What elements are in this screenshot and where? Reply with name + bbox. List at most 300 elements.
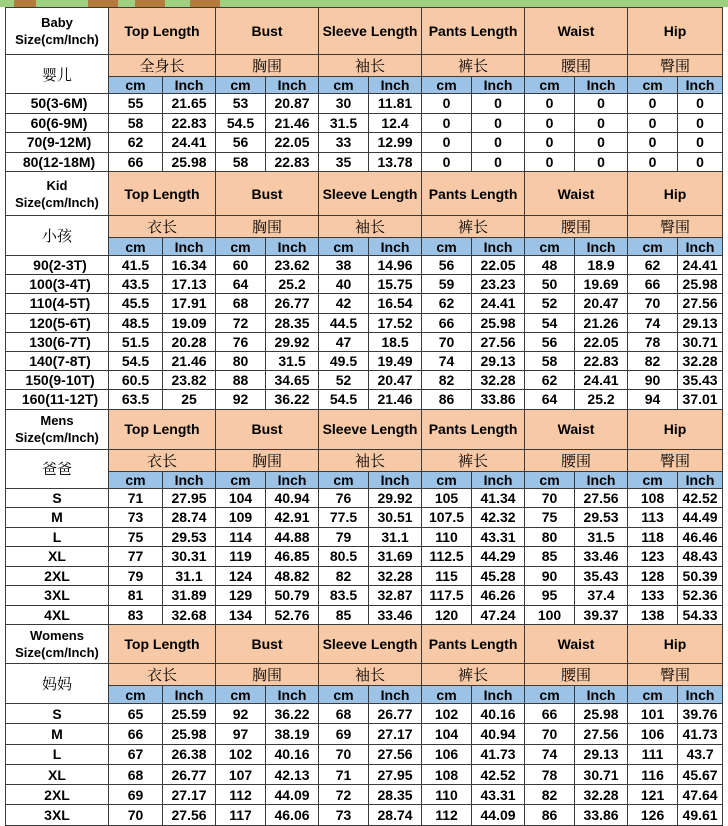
size-label: 80(12-18M) [6, 152, 109, 172]
measurement-cell: 38 [319, 256, 369, 275]
measurement-cell: 0 [628, 113, 678, 133]
table-row [6, 351, 723, 370]
measurement-cell: 20.28 [163, 332, 216, 351]
measurement-cell: 0 [575, 94, 628, 114]
unit-label: Inch [266, 238, 319, 256]
measurement-cell: 80.5 [319, 547, 369, 567]
measurement-cell: 33 [319, 133, 369, 153]
unit-label: cm [319, 471, 369, 488]
column-chinese-header: 袖长 [319, 664, 422, 686]
measurement-cell: 0 [575, 152, 628, 172]
section-title-line: Size(cm/Inch) [15, 430, 99, 445]
column-chinese-header: 胸围 [216, 55, 319, 77]
unit-label: Inch [369, 238, 422, 256]
measurement-cell: 40.16 [472, 704, 525, 724]
measurement-cell: 104 [216, 488, 266, 508]
column-chinese-header: 衣长 [109, 664, 216, 686]
column-chinese-header: 胸围 [216, 216, 319, 238]
measurement-cell: 72 [319, 785, 369, 805]
column-chinese-header: 袖长 [319, 449, 422, 471]
measurement-cell: 22.83 [163, 113, 216, 133]
measurement-cell: 33.86 [472, 390, 525, 409]
measurement-cell: 28.35 [369, 785, 422, 805]
measurement-cell: 43.31 [472, 527, 525, 547]
measurement-cell: 75 [109, 527, 163, 547]
measurement-cell: 20.47 [369, 371, 422, 390]
measurement-cell: 118 [628, 527, 678, 547]
section-chinese-label: 爸爸 [6, 449, 109, 488]
measurement-cell: 108 [628, 488, 678, 508]
table-row [6, 785, 723, 805]
column-chinese-header: 臀围 [628, 55, 723, 77]
measurement-cell: 35.43 [575, 566, 628, 586]
table-row [6, 566, 723, 586]
measurement-cell: 94 [628, 390, 678, 409]
measurement-cell: 68 [319, 704, 369, 724]
section-title-line: Size(cm/Inch) [15, 32, 99, 47]
measurement-cell: 58 [216, 152, 266, 172]
unit-label: cm [216, 686, 266, 704]
column-chinese-header: 胸围 [216, 449, 319, 471]
column-header: Waist [525, 409, 628, 449]
measurement-cell: 22.83 [266, 152, 319, 172]
chinese-label-row [6, 55, 723, 77]
measurement-cell: 76 [319, 488, 369, 508]
table-row [6, 508, 723, 528]
unit-label: Inch [575, 238, 628, 256]
measurement-cell: 73 [319, 805, 369, 825]
measurement-cell: 14.96 [369, 256, 422, 275]
measurement-cell: 70 [422, 332, 472, 351]
measurement-cell: 42.91 [266, 508, 319, 528]
unit-label: cm [109, 77, 163, 94]
column-header: Waist [525, 625, 628, 664]
measurement-cell: 0 [678, 113, 723, 133]
measurement-cell: 54.5 [319, 390, 369, 409]
measurement-cell: 26.77 [163, 764, 216, 784]
measurement-cell: 12.99 [369, 133, 422, 153]
measurement-cell: 60 [216, 256, 266, 275]
measurement-cell: 83 [109, 605, 163, 625]
section-title-line: Baby [41, 15, 73, 30]
measurement-cell: 25.2 [575, 390, 628, 409]
top-image-strip [0, 0, 728, 7]
measurement-cell: 107 [216, 764, 266, 784]
measurement-cell: 54.5 [109, 351, 163, 370]
measurement-cell: 30.71 [575, 764, 628, 784]
measurement-cell: 112 [216, 785, 266, 805]
measurement-cell: 85 [319, 605, 369, 625]
table-row [6, 256, 723, 275]
measurement-cell: 66 [109, 724, 163, 744]
measurement-cell: 16.54 [369, 294, 422, 313]
measurement-cell: 120 [422, 605, 472, 625]
table-row [6, 294, 723, 313]
measurement-cell: 27.95 [163, 488, 216, 508]
measurement-cell: 21.46 [369, 390, 422, 409]
measurement-cell: 0 [422, 113, 472, 133]
measurement-cell: 86 [525, 805, 575, 825]
measurement-cell: 31.5 [319, 113, 369, 133]
unit-label: cm [628, 77, 678, 94]
measurement-cell: 105 [422, 488, 472, 508]
measurement-cell: 69 [109, 785, 163, 805]
measurement-cell: 22.05 [266, 133, 319, 153]
measurement-cell: 82 [319, 566, 369, 586]
unit-label: Inch [678, 686, 723, 704]
measurement-cell: 64 [525, 390, 575, 409]
column-chinese-header: 臀围 [628, 664, 723, 686]
measurement-cell: 22.83 [575, 351, 628, 370]
unit-label: cm [628, 686, 678, 704]
table-row [6, 586, 723, 606]
measurement-cell: 12.4 [369, 113, 422, 133]
table-row [6, 275, 723, 294]
unit-label: Inch [472, 471, 525, 488]
measurement-cell: 54.33 [678, 605, 723, 625]
unit-label: cm [422, 471, 472, 488]
measurement-cell: 27.56 [472, 332, 525, 351]
measurement-cell: 25.59 [163, 704, 216, 724]
section-title-line: Mens [40, 413, 74, 428]
measurement-cell: 78 [525, 764, 575, 784]
chinese-label-row [6, 216, 723, 238]
size-label: 110(4-5T) [6, 294, 109, 313]
measurement-cell: 54 [525, 313, 575, 332]
column-chinese-header: 裤长 [422, 449, 525, 471]
table-row [6, 152, 723, 172]
unit-label: cm [628, 471, 678, 488]
measurement-cell: 62 [422, 294, 472, 313]
measurement-cell: 69 [319, 724, 369, 744]
measurement-cell: 46.26 [472, 586, 525, 606]
measurement-cell: 0 [628, 94, 678, 114]
measurement-cell: 64 [216, 275, 266, 294]
column-chinese-header: 全身长 [109, 55, 216, 77]
measurement-cell: 63.5 [109, 390, 163, 409]
measurement-cell: 77 [109, 547, 163, 567]
unit-label: Inch [575, 471, 628, 488]
unit-label: Inch [575, 77, 628, 94]
measurement-cell: 72 [216, 313, 266, 332]
section-title-line: Size(cm/Inch) [15, 194, 99, 210]
unit-label: cm [422, 686, 472, 704]
top-strip-chip [88, 0, 118, 7]
size-label: 3XL [6, 586, 109, 606]
measurement-cell: 49.61 [678, 805, 723, 825]
table-row [6, 764, 723, 784]
measurement-cell: 29.53 [163, 527, 216, 547]
measurement-cell: 46.06 [266, 805, 319, 825]
measurement-cell: 52.76 [266, 605, 319, 625]
measurement-cell: 34.65 [266, 371, 319, 390]
measurement-cell: 32.87 [369, 586, 422, 606]
measurement-cell: 36.22 [266, 390, 319, 409]
measurement-cell: 47 [319, 332, 369, 351]
measurement-cell: 31.5 [575, 527, 628, 547]
table-row [6, 704, 723, 724]
measurement-cell: 42.13 [266, 764, 319, 784]
measurement-cell: 27.95 [369, 764, 422, 784]
column-header: Sleeve Length [319, 172, 422, 216]
measurement-cell: 29.13 [575, 744, 628, 764]
size-label: 4XL [6, 605, 109, 625]
measurement-cell: 126 [628, 805, 678, 825]
measurement-cell: 27.56 [678, 294, 723, 313]
size-label: 60(6-9M) [6, 113, 109, 133]
measurement-cell: 39.76 [678, 704, 723, 724]
measurement-cell: 26.38 [163, 744, 216, 764]
measurement-cell: 44.29 [472, 547, 525, 567]
measurement-cell: 30.51 [369, 508, 422, 528]
section-title [6, 172, 109, 216]
measurement-cell: 52 [525, 294, 575, 313]
measurement-cell: 100 [525, 605, 575, 625]
section-header-row [6, 625, 723, 664]
measurement-cell: 13.78 [369, 152, 422, 172]
measurement-cell: 27.17 [163, 785, 216, 805]
measurement-cell: 77.5 [319, 508, 369, 528]
measurement-cell: 48.5 [109, 313, 163, 332]
size-label: L [6, 527, 109, 547]
measurement-cell: 45.67 [678, 764, 723, 784]
table-row [6, 744, 723, 764]
size-label: 100(3-4T) [6, 275, 109, 294]
measurement-cell: 41.73 [472, 744, 525, 764]
measurement-cell: 102 [422, 704, 472, 724]
unit-label: cm [525, 686, 575, 704]
measurement-cell: 17.91 [163, 294, 216, 313]
measurement-cell: 128 [628, 566, 678, 586]
measurement-cell: 41.34 [472, 488, 525, 508]
measurement-cell: 70 [319, 744, 369, 764]
column-chinese-header: 腰围 [525, 55, 628, 77]
measurement-cell: 19.69 [575, 275, 628, 294]
measurement-cell: 59 [422, 275, 472, 294]
column-chinese-header: 裤长 [422, 664, 525, 686]
measurement-cell: 42.32 [472, 508, 525, 528]
table-row [6, 113, 723, 133]
measurement-cell: 86 [422, 390, 472, 409]
column-chinese-header: 臀围 [628, 449, 723, 471]
measurement-cell: 28.35 [266, 313, 319, 332]
column-chinese-header: 腰围 [525, 216, 628, 238]
measurement-cell: 21.46 [163, 351, 216, 370]
measurement-cell: 117.5 [422, 586, 472, 606]
top-strip-chip [190, 0, 220, 7]
size-label: 140(7-8T) [6, 351, 109, 370]
measurement-cell: 45.28 [472, 566, 525, 586]
measurement-cell: 112.5 [422, 547, 472, 567]
measurement-cell: 40 [319, 275, 369, 294]
measurement-cell: 0 [525, 113, 575, 133]
unit-row [6, 471, 723, 488]
measurement-cell: 41.5 [109, 256, 163, 275]
section-chinese-label: 妈妈 [6, 664, 109, 704]
measurement-cell: 41.73 [678, 724, 723, 744]
unit-label: cm [525, 238, 575, 256]
column-header: Top Length [109, 8, 216, 55]
column-header: Bust [216, 8, 319, 55]
measurement-cell: 60.5 [109, 371, 163, 390]
measurement-cell: 55 [109, 94, 163, 114]
unit-label: cm [525, 471, 575, 488]
table-row [6, 724, 723, 744]
measurement-cell: 0 [422, 152, 472, 172]
unit-row [6, 77, 723, 94]
measurement-cell: 27.56 [575, 724, 628, 744]
measurement-cell: 123 [628, 547, 678, 567]
measurement-cell: 31.1 [369, 527, 422, 547]
unit-label: cm [525, 77, 575, 94]
measurement-cell: 108 [422, 764, 472, 784]
measurement-cell: 29.13 [472, 351, 525, 370]
measurement-cell: 70 [109, 805, 163, 825]
unit-label: cm [319, 77, 369, 94]
measurement-cell: 67 [109, 744, 163, 764]
measurement-cell: 47.24 [472, 605, 525, 625]
measurement-cell: 101 [628, 704, 678, 724]
column-chinese-header: 袖长 [319, 216, 422, 238]
measurement-cell: 43.31 [472, 785, 525, 805]
column-header: Bust [216, 409, 319, 449]
section-title-line: Womens [30, 628, 84, 643]
measurement-cell: 70 [525, 724, 575, 744]
section-chinese-label: 婴儿 [6, 55, 109, 94]
measurement-cell: 46.46 [678, 527, 723, 547]
measurement-cell: 70 [525, 488, 575, 508]
measurement-cell: 71 [319, 764, 369, 784]
measurement-cell: 0 [525, 133, 575, 153]
unit-label: Inch [472, 686, 525, 704]
measurement-cell: 17.13 [163, 275, 216, 294]
measurement-cell: 82 [525, 785, 575, 805]
measurement-cell: 0 [472, 94, 525, 114]
column-chinese-header: 胸围 [216, 664, 319, 686]
table-row [6, 133, 723, 153]
section-header-row [6, 172, 723, 216]
measurement-cell: 49.5 [319, 351, 369, 370]
unit-label: cm [422, 77, 472, 94]
measurement-cell: 39.37 [575, 605, 628, 625]
measurement-cell: 33.46 [369, 605, 422, 625]
unit-label: Inch [163, 686, 216, 704]
unit-label: Inch [472, 77, 525, 94]
size-label: S [6, 704, 109, 724]
measurement-cell: 97 [216, 724, 266, 744]
size-label: M [6, 508, 109, 528]
measurement-cell: 66 [628, 275, 678, 294]
measurement-cell: 66 [422, 313, 472, 332]
measurement-cell: 44.5 [319, 313, 369, 332]
measurement-cell: 32.28 [678, 351, 723, 370]
measurement-cell: 15.75 [369, 275, 422, 294]
measurement-cell: 24.41 [575, 371, 628, 390]
measurement-cell: 31.69 [369, 547, 422, 567]
measurement-cell: 42.52 [472, 764, 525, 784]
measurement-cell: 43.7 [678, 744, 723, 764]
measurement-cell: 0 [422, 133, 472, 153]
measurement-cell: 76 [216, 332, 266, 351]
measurement-cell: 92 [216, 704, 266, 724]
measurement-cell: 20.47 [575, 294, 628, 313]
size-label: 3XL [6, 805, 109, 825]
measurement-cell: 53 [216, 94, 266, 114]
size-label: L [6, 744, 109, 764]
column-chinese-header: 臀围 [628, 216, 723, 238]
measurement-cell: 37.4 [575, 586, 628, 606]
measurement-cell: 133 [628, 586, 678, 606]
section-header-row [6, 409, 723, 449]
measurement-cell: 24.41 [163, 133, 216, 153]
measurement-cell: 11.81 [369, 94, 422, 114]
size-chart-table [5, 7, 723, 826]
unit-label: cm [628, 238, 678, 256]
measurement-cell: 80 [525, 527, 575, 547]
size-label: 130(6-7T) [6, 332, 109, 351]
measurement-cell: 44.88 [266, 527, 319, 547]
column-header: Hip [628, 409, 723, 449]
column-header: Bust [216, 172, 319, 216]
measurement-cell: 46.85 [266, 547, 319, 567]
measurement-cell: 92 [216, 390, 266, 409]
unit-label: cm [216, 238, 266, 256]
measurement-cell: 35.43 [678, 371, 723, 390]
measurement-cell: 28.74 [369, 805, 422, 825]
unit-label: cm [216, 471, 266, 488]
measurement-cell: 124 [216, 566, 266, 586]
measurement-cell: 40.94 [266, 488, 319, 508]
measurement-cell: 48.82 [266, 566, 319, 586]
measurement-cell: 27.56 [163, 805, 216, 825]
measurement-cell: 45.5 [109, 294, 163, 313]
measurement-cell: 21.26 [575, 313, 628, 332]
column-header: Hip [628, 8, 723, 55]
column-chinese-header: 袖长 [319, 55, 422, 77]
unit-label: cm [109, 238, 163, 256]
measurement-cell: 42 [319, 294, 369, 313]
measurement-cell: 90 [525, 566, 575, 586]
measurement-cell: 29.92 [266, 332, 319, 351]
unit-label: cm [216, 77, 266, 94]
measurement-cell: 25.98 [472, 313, 525, 332]
measurement-cell: 25.98 [163, 152, 216, 172]
measurement-cell: 112 [422, 805, 472, 825]
unit-label: Inch [266, 77, 319, 94]
measurement-cell: 0 [575, 113, 628, 133]
chinese-label-row [6, 449, 723, 471]
measurement-cell: 78 [628, 332, 678, 351]
size-label: 160(11-12T) [6, 390, 109, 409]
measurement-cell: 23.23 [472, 275, 525, 294]
measurement-cell: 68 [216, 294, 266, 313]
measurement-cell: 109 [216, 508, 266, 528]
measurement-cell: 19.49 [369, 351, 422, 370]
measurement-cell: 24.41 [472, 294, 525, 313]
table-row [6, 605, 723, 625]
unit-label: Inch [369, 471, 422, 488]
unit-row [6, 238, 723, 256]
measurement-cell: 28.74 [163, 508, 216, 528]
size-label: 150(9-10T) [6, 371, 109, 390]
measurement-cell: 37.01 [678, 390, 723, 409]
measurement-cell: 102 [216, 744, 266, 764]
measurement-cell: 29.92 [369, 488, 422, 508]
column-header: Waist [525, 8, 628, 55]
column-header: Top Length [109, 625, 216, 664]
measurement-cell: 0 [472, 113, 525, 133]
measurement-cell: 74 [628, 313, 678, 332]
